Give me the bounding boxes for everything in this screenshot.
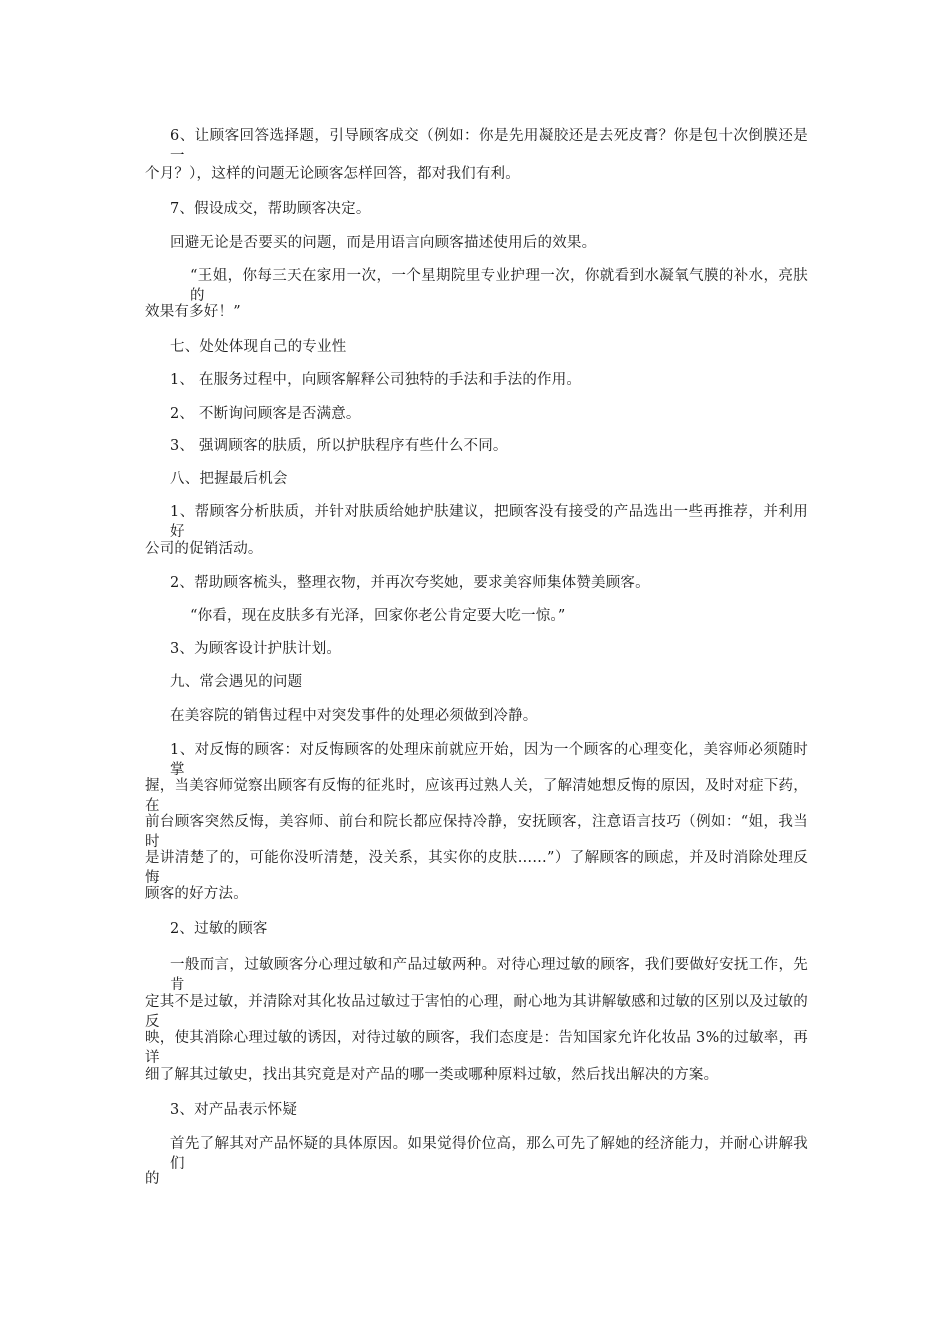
text-line: 公司的促销活动。 — [145, 541, 263, 557]
text-line: 1、帮顾客分析肤质，并针对肤质给她护肤建议，把顾客没有接受的产品选出一些再推荐，并利用好 — [170, 504, 808, 540]
text-line: 一般而言，过敏顾客分心理过敏和产品过敏两种。对待心理过敏的顾客，我们要做好安抚工作，先肯 — [170, 957, 808, 993]
text-line: 的 — [145, 1171, 160, 1187]
text-line: 首先了解其对产品怀疑的具体原因。如果觉得价位高，那么可先了解她的经济能力，并耐心讲解我们 — [170, 1136, 808, 1172]
text-line: 效果有多好！” — [145, 304, 241, 320]
text-line: 回避无论是否要买的问题，而是用语言向顾客描述使用后的效果。 — [170, 235, 597, 251]
text-line: 前台顾客突然反悔，美容师、前台和院长都应保持冷静，安抚顾客，注意语言技巧（例如：“姐，我当时 — [145, 814, 808, 850]
text-line: 细了解其过敏史，找出其究竟是对产品的哪一类或哪种原料过敏，然后找出解决的方案。 — [145, 1067, 719, 1083]
text-line: 1、对反悔的顾客：对反悔顾客的处理床前就应开始，因为一个顾客的心理变化，美容师必须随时掌 — [170, 742, 808, 778]
text-line: 3、 强调顾客的肤质，所以护肤程序有些什么不同。 — [170, 438, 508, 454]
text-line: “你看，现在皮肤多有光泽，回家你老公肯定要大吃一惊。” — [190, 608, 566, 624]
text-line: 在美容院的销售过程中对突发事件的处理必须做到冷静。 — [170, 708, 538, 724]
text-line: 1、 在服务过程中，向顾客解释公司独特的手法和手法的作用。 — [170, 372, 582, 388]
text-line: 握，当美容师觉察出顾客有反悔的征兆时，应该再过熟人关，了解清她想反悔的原因，及时对症下药，在 — [145, 778, 808, 814]
text-line: 顾客的好方法。 — [145, 886, 248, 902]
text-line: 是讲清楚了的，可能你没听清楚，没关系，其实你的皮肤……”）了解顾客的顾虑，并及时消除处理反悔 — [145, 850, 808, 886]
text-line: 2、帮助顾客梳头，整理衣物，并再次夸奖她，要求美容师集体赞美顾客。 — [170, 575, 650, 591]
text-line: 个月？），这样的问题无论顾客怎样回答，都对我们有利。 — [145, 166, 520, 182]
section-heading: 2、过敏的顾客 — [170, 921, 268, 937]
section-heading: 七、处处体现自己的专业性 — [170, 339, 347, 355]
text-line: 3、为顾客设计护肤计划。 — [170, 641, 342, 657]
text-line: 定其不是过敏，并清除对其化妆品过敏过于害怕的心理，耐心地为其讲解敏感和过敏的区别以及过敏的反 — [145, 994, 808, 1030]
section-heading: 八、把握最后机会 — [170, 471, 288, 487]
section-heading: 九、常会遇见的问题 — [170, 674, 303, 690]
text-line: 6、让顾客回答选择题，引导顾客成交（例如：你是先用凝胶还是去死皮膏？你是包十次倒膜还是一 — [170, 128, 808, 164]
text-line: 7、假设成交，帮助顾客决定。 — [170, 201, 371, 217]
text-line: 映，使其消除心理过敏的诱因，对待过敏的顾客，我们态度是：告知国家允许化妆品 3%的过敏率，再详 — [145, 1030, 808, 1066]
section-heading: 3、对产品表示怀疑 — [170, 1102, 298, 1118]
text-line: “王姐，你每三天在家用一次，一个星期院里专业护理一次，你就看到水凝氧气膜的补水，亮肤的 — [190, 268, 808, 304]
text-line: 2、 不断询问顾客是否满意。 — [170, 406, 361, 422]
